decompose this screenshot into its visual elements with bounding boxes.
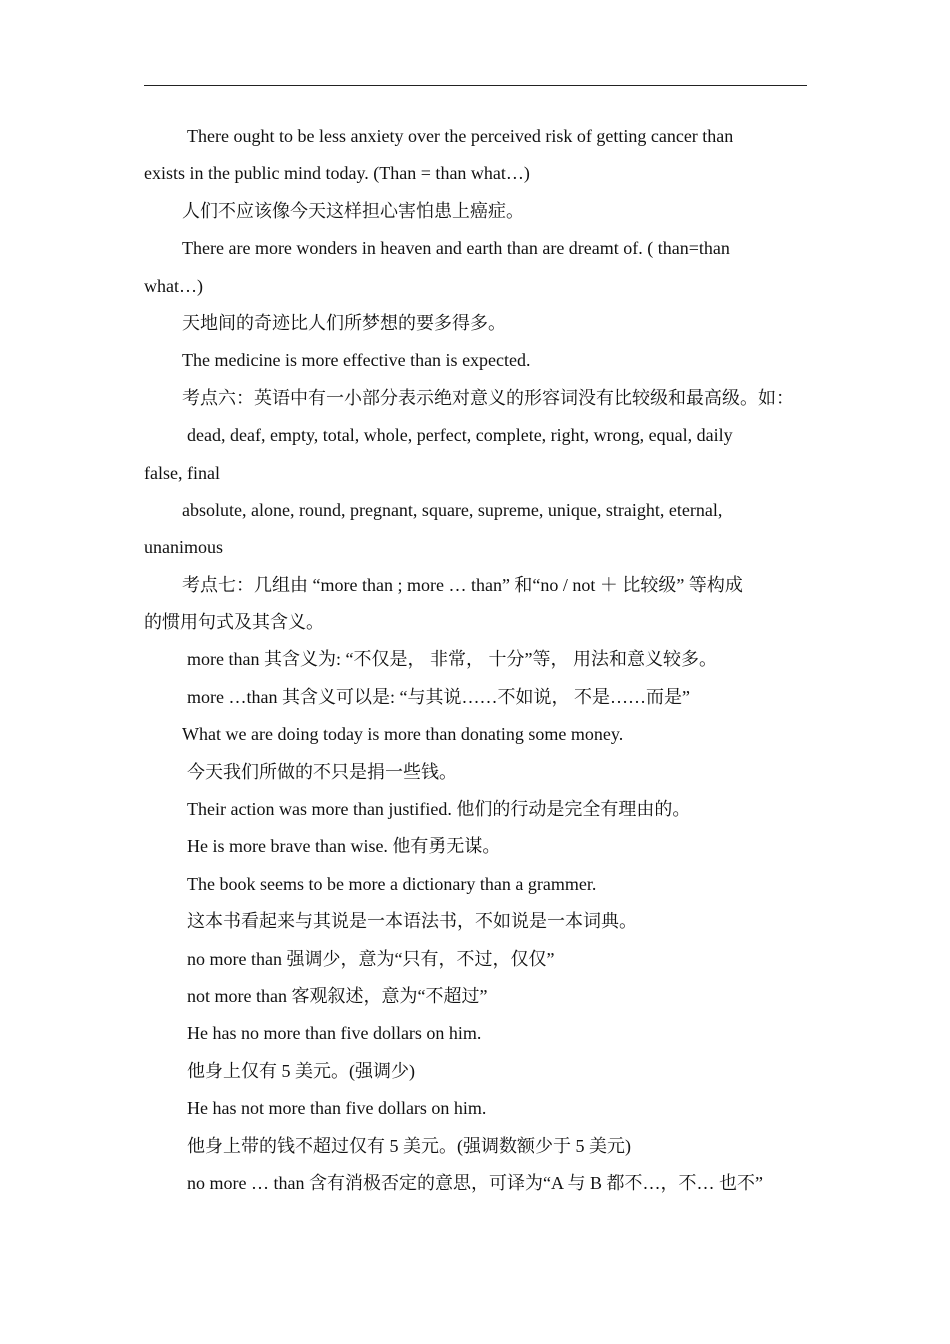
text-line: unanimous [144, 537, 223, 558]
text-line: 天地间的奇迹比人们所梦想的要多得多。 [182, 312, 506, 333]
text-line: not more than 客观叙述，意为“不超过” [187, 985, 488, 1006]
text-line: 这本书看起来与其说是一本语法书，不如说是一本词典。 [187, 911, 637, 932]
text-line: absolute, alone, round, pregnant, square, supreme, unique, straight, eternal, [182, 499, 723, 520]
text-line: false, final [144, 462, 220, 483]
text-line: 他身上带的钱不超过仅有 5 美元。(强调数额少于 5 美元) [187, 1135, 631, 1156]
text-line: 今天我们所做的不只是捐一些钱。 [187, 761, 457, 782]
text-line: dead, deaf, empty, total, whole, perfect, complete, right, wrong, equal, daily [187, 425, 733, 446]
text-line: more …than 其含义可以是: “与其说……不如说， 不是……而是” [187, 686, 690, 707]
text-line: 的惯用句式及其含义。 [144, 612, 324, 633]
text-line: exists in the public mind today. (Than = than what…) [144, 163, 530, 184]
text-line: The medicine is more effective than is expected. [182, 350, 531, 371]
text-line: Their action was more than justified. 他们的行动是完全有理由的。 [187, 799, 691, 820]
text-line: The book seems to be more a dictionary than a grammer. [187, 873, 597, 894]
text-line: 人们不应该像今天这样担心害怕患上癌症。 [182, 200, 524, 221]
text-line: what…) [144, 275, 203, 296]
section-heading: 考点六：英语中有一小部分表示绝对意义的形容词没有比较级和最高级。如： [182, 387, 794, 408]
text-line: 他身上仅有 5 美元。(强调少) [187, 1060, 415, 1081]
text-line: no more … than 含有消极否定的意思，可译为“A 与 B 都不…，不… 也不” [187, 1172, 763, 1193]
document-body [144, 118, 807, 1202]
section-heading: 考点七：几组由 “more than ; more … than” 和“no / not ＋ 比较级” 等构成 [182, 574, 743, 595]
text-line: more than 其含义为: “不仅是， 非常， 十分”等， 用法和意义较多。 [187, 649, 717, 670]
text-line: There ought to be less anxiety over the perceived risk of getting cancer than [187, 126, 734, 146]
header-rule [144, 85, 807, 86]
text-line: He has no more than five dollars on him. [187, 1023, 482, 1044]
text-line: He has not more than five dollars on him. [187, 1098, 487, 1119]
text-line: What we are doing today is more than donating some money. [182, 724, 624, 745]
text-line: no more than 强调少，意为“只有，不过，仅仅” [187, 948, 555, 969]
text-line: He is more brave than wise. 他有勇无谋。 [187, 836, 501, 857]
text-line: There are more wonders in heaven and earth than are dreamt of. ( than=than [182, 238, 730, 259]
